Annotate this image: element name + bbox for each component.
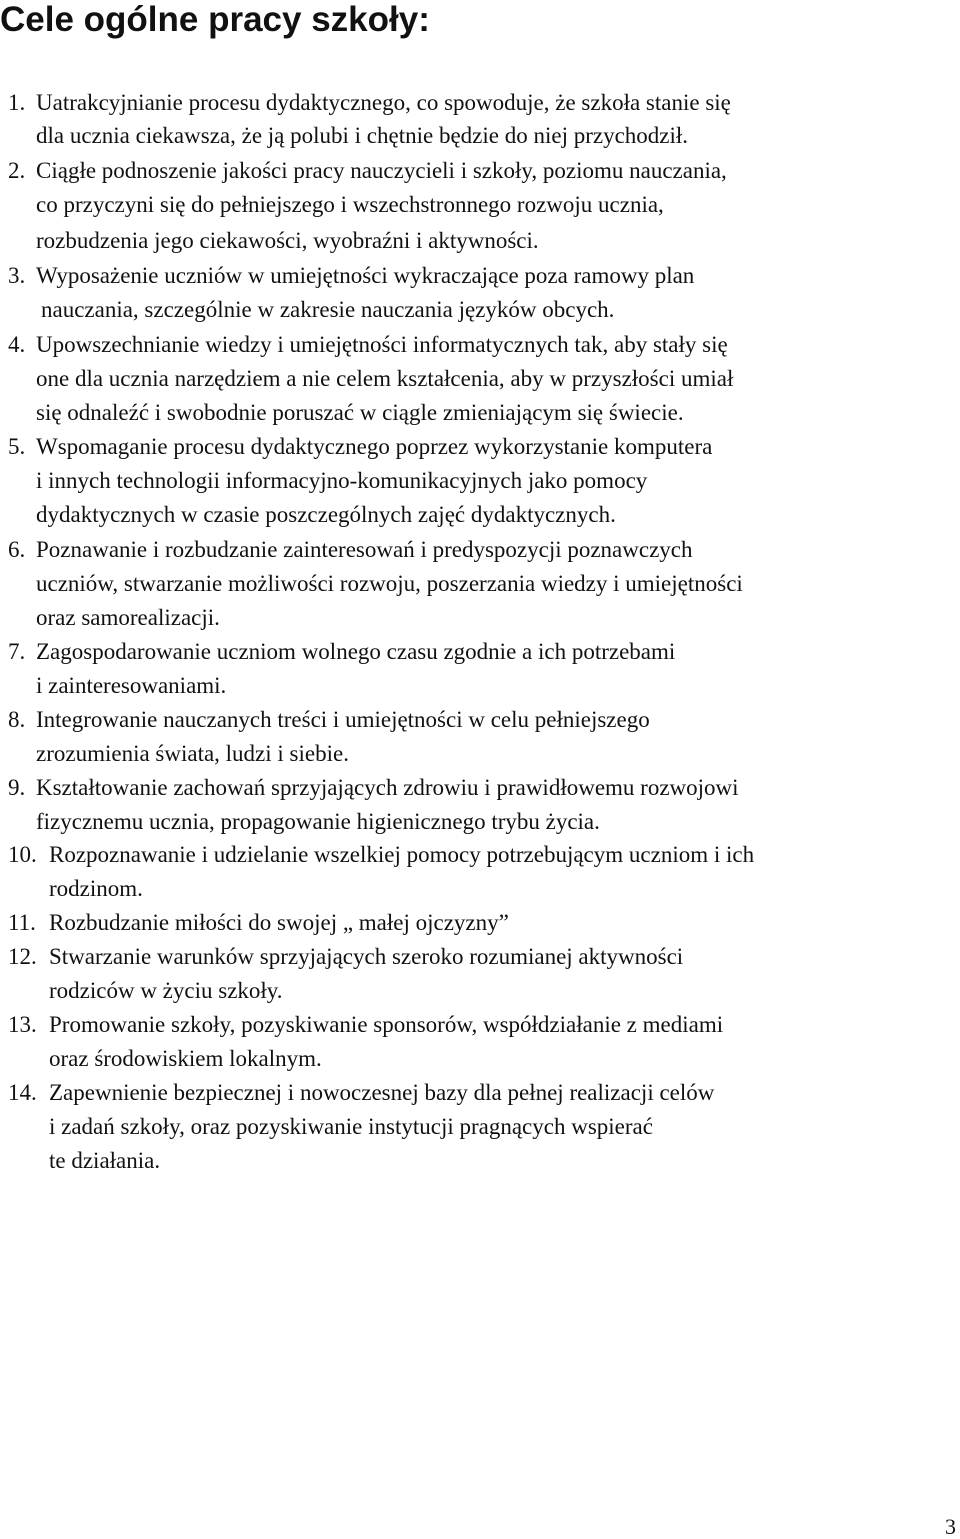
goal-text-line: się odnaleźć i swobodnie poruszać w ciągle zmieniającym się świecie. <box>36 400 684 425</box>
goal-text-line: Wyposażenie uczniów w umiejętności wykraczające poza ramowy plan <box>36 263 695 288</box>
goal-text-line: Poznawanie i rozbudzanie zainteresowań i predyspozycji poznawczych <box>36 537 693 562</box>
goal-text-line: i zadań szkoły, oraz pozyskiwanie instytucji pragnących wspierać <box>49 1114 653 1139</box>
goal-text-line: Rozbudzanie miłości do swojej „ małej ojczyzny” <box>49 910 509 935</box>
goal-text-line: Promowanie szkoły, pozyskiwanie sponsorów, współdziałanie z mediami <box>49 1012 724 1037</box>
goal-text-line: Uatrakcyjnianie procesu dydaktycznego, co spowoduje, że szkoła stanie się <box>36 90 731 115</box>
goal-number: 13. <box>8 1012 37 1037</box>
goal-text-line: oraz środowiskiem lokalnym. <box>49 1046 322 1071</box>
goal-text-line: nauczania, szczególnie w zakresie nauczania języków obcych. <box>41 297 615 322</box>
goal-text-line: te działania. <box>49 1148 161 1173</box>
goal-text-line: Zagospodarowanie uczniom wolnego czasu zgodnie a ich potrzebami <box>36 639 676 664</box>
goal-number: 1. <box>8 90 26 115</box>
goal-text-line: zrozumienia świata, ludzi i siebie. <box>36 741 349 766</box>
goal-number: 12. <box>8 944 37 969</box>
goal-number: 10. <box>8 842 37 867</box>
goal-number: 6. <box>8 537 26 562</box>
goal-text-line: co przyczyni się do pełniejszego i wszechstronnego rozwoju ucznia, <box>36 192 664 217</box>
goal-text-line: rodzinom. <box>49 876 143 901</box>
page-title: Cele ogólne pracy szkoły: <box>0 0 430 39</box>
goal-text-line: fizycznemu ucznia, propagowanie higienicznego trybu życia. <box>36 809 600 834</box>
goal-number: 9. <box>8 775 26 800</box>
goal-text-line: rozbudzenia jego ciekawości, wyobraźni i aktywności. <box>36 228 539 253</box>
goal-number: 11. <box>8 910 36 935</box>
goal-number: 3. <box>8 263 26 288</box>
page-number: 3 <box>945 1514 956 1539</box>
goal-text-line: one dla ucznia narzędziem a nie celem kształcenia, aby w przyszłości umiał <box>36 366 734 391</box>
goal-text-line: Upowszechnianie wiedzy i umiejętności informatycznych tak, aby stały się <box>36 332 728 357</box>
goal-text-line: rodziców w życiu szkoły. <box>49 978 283 1003</box>
goal-text-line: Ciągłe podnoszenie jakości pracy nauczycieli i szkoły, poziomu nauczania, <box>36 158 727 183</box>
goal-text-line: i zainteresowaniami. <box>36 673 227 698</box>
goal-text-line: uczniów, stwarzanie możliwości rozwoju, poszerzania wiedzy i umiejętności <box>36 571 743 596</box>
goal-text-line: Kształtowanie zachowań sprzyjających zdrowiu i prawidłowemu rozwojowi <box>36 775 739 800</box>
goal-number: 2. <box>8 158 26 183</box>
goal-number: 4. <box>8 332 26 357</box>
goal-text-line: Integrowanie nauczanych treści i umiejętności w celu pełniejszego <box>36 707 650 732</box>
goal-text-line: dla ucznia ciekawsza, że ją polubi i chętnie będzie do niej przychodził. <box>36 123 689 148</box>
goal-number: 8. <box>8 707 26 732</box>
goal-number: 5. <box>8 434 26 459</box>
goal-text-line: Stwarzanie warunków sprzyjających szeroko rozumianej aktywności <box>49 944 684 969</box>
goal-text-line: Rozpoznawanie i udzielanie wszelkiej pomocy potrzebującym uczniom i ich <box>49 842 755 867</box>
goal-text-line: dydaktycznych w czasie poszczególnych zajęć dydaktycznych. <box>36 502 616 527</box>
goal-text-line: i innych technologii informacyjno-komunikacyjnych jako pomocy <box>36 468 648 493</box>
goal-number: 14. <box>8 1080 37 1105</box>
goal-text-line: Zapewnienie bezpiecznej i nowoczesnej bazy dla pełnej realizacji celów <box>49 1080 715 1105</box>
goal-number: 7. <box>8 639 26 664</box>
goal-text-line: oraz samorealizacji. <box>36 605 220 630</box>
goal-text-line: Wspomaganie procesu dydaktycznego poprzez wykorzystanie komputera <box>36 434 713 459</box>
